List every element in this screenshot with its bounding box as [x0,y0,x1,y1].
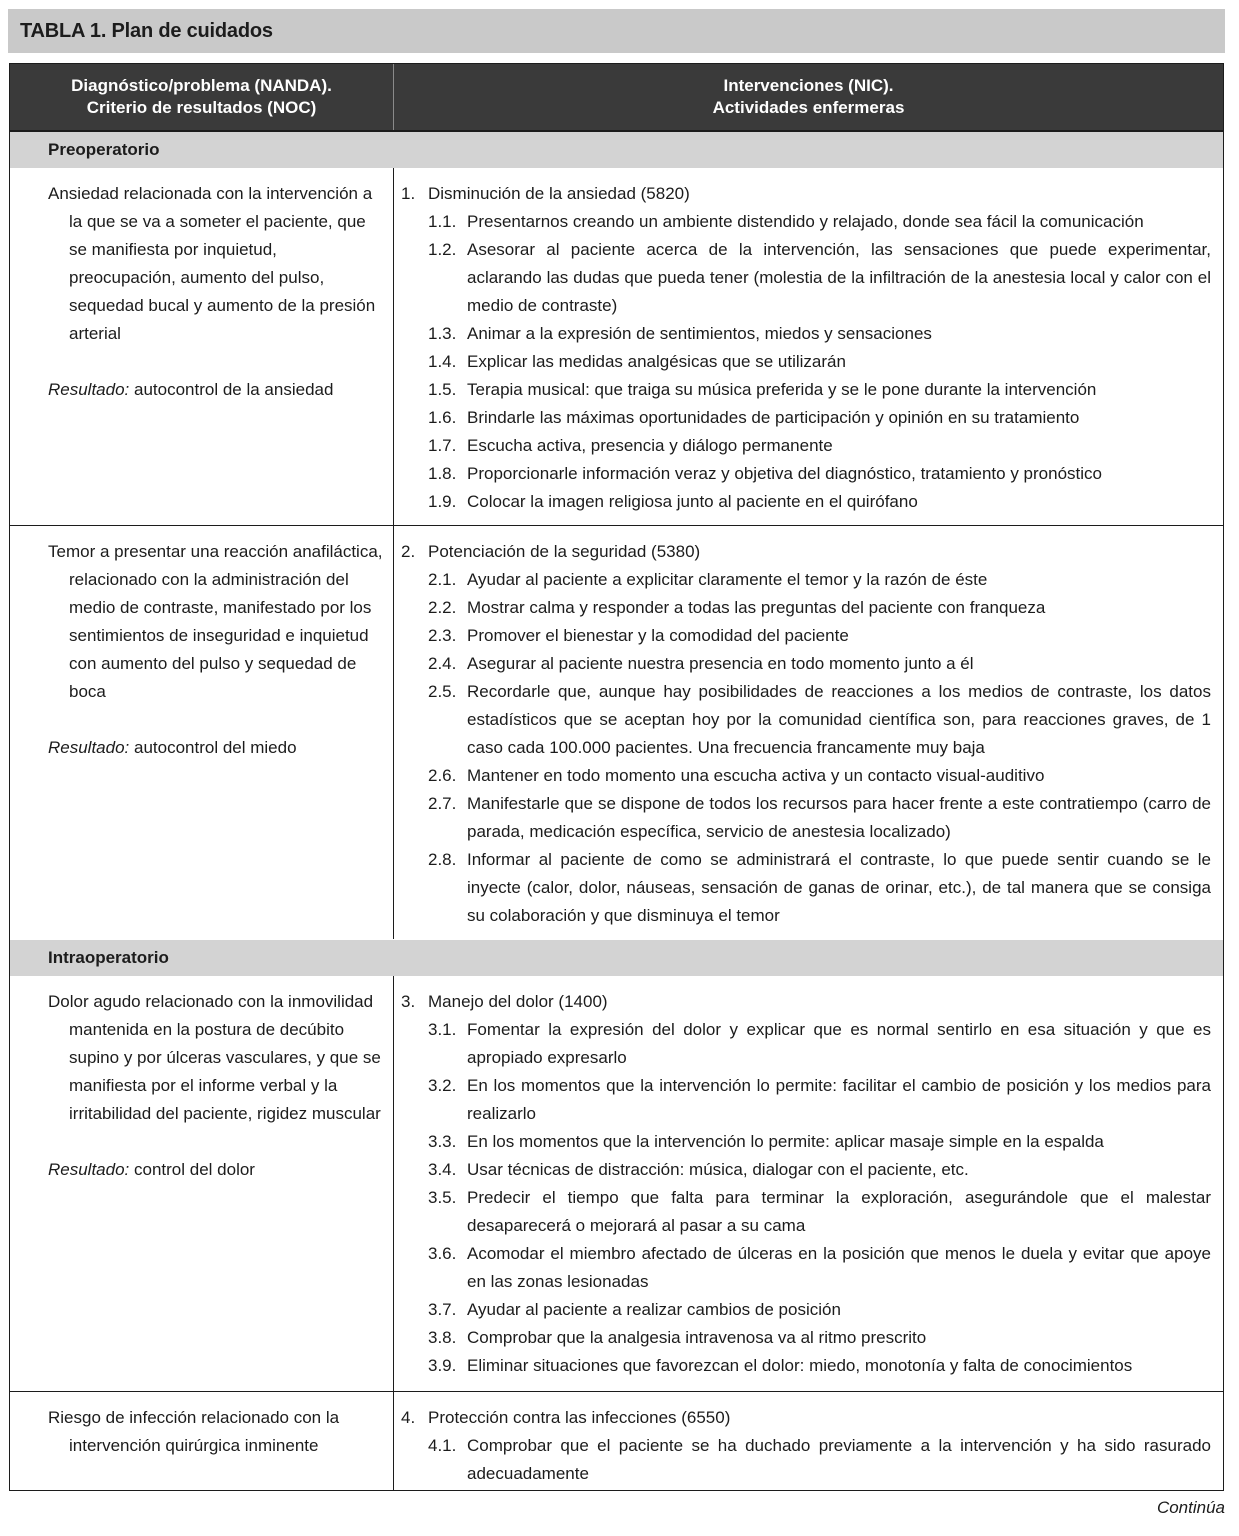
intervention-title: 4. Protección contra las infecciones (6550) [401,1408,731,1427]
table-title: TABLA 1. Plan de cuidados [8,9,1225,53]
result-label: Resultado: [48,1160,130,1179]
activity-item: 2.5. Recordarle que, aunque hay posibilidades de reacciones a los medios de contraste, los datos estadísticos que se aceptan hoy por la comunidad científica son, para reacciones graves, de 1 caso cada 100.000 pacientes. Una frecuencia francamente muy baja [428,682,1211,757]
result-line [48,734,388,762]
table-row [10,1392,1223,1490]
continues-note: Continúa [1156,1498,1225,1517]
activity-item: 3.2. En los momentos que la intervención lo permite: facilitar el cambio de posición y los medios para realizarlo [428,1076,1211,1123]
activity-item: 3.1. Fomentar la expresión del dolor y explicar que es normal sentirlo en esa situación y que es apropiado expresarlo [428,1020,1211,1067]
activity-item: 2.2. Mostrar calma y responder a todas las preguntas del paciente con franqueza [428,598,1046,617]
interventions-cell [401,180,1211,516]
activity-item: 2.3. Promover el bienestar y la comodidad del paciente [428,626,849,645]
result-line [48,376,388,404]
result-text: autocontrol de la ansiedad [129,380,334,399]
activity-item: 1.2. Asesorar al paciente acerca de la intervención, las sensaciones que puede experimentar, aclarando las dudas que pueda tener (molestia de la infiltración de la anestesia local y calor con el medio de contraste) [428,240,1211,315]
activity-item: 1.1. Presentarnos creando un ambiente distendido y relajado, donde sea fácil la comunicación [428,212,1144,231]
diagnosis-cell [48,180,388,404]
result-label: Resultado: [48,380,130,399]
activity-item: 4.1. Comprobar que el paciente se ha duchado previamente a la intervención y ha sido rasurado adecuadamente [428,1436,1211,1483]
activity-item: 1.6. Brindarle las máximas oportunidades de participación y opinión en su tratamiento [428,408,1080,427]
diagnosis-cell [48,988,388,1184]
diagnosis-text: Ansiedad relacionada con la intervención a la que se va a someter el paciente, que se manifiesta por inquietud, preocupación, aumento del pulso, sequedad bucal y aumento de la presión arterial [48,184,376,343]
table-row [10,526,1223,939]
diagnosis-text: Dolor agudo relacionado con la inmovilidad mantenida en la postura de decúbito supino y por úlceras vasculares, y que se manifiesta por el informe verbal y la irritabilidad del paciente, rigidez muscular [48,992,381,1123]
diagnosis-text: Temor a presentar una reacción anafiláctica, relacionado con la administración del medio de contraste, manifestado por los sentimientos de inseguridad e inquietud con aumento del pulso y sequedad de boca [48,542,383,701]
header-diagnosis-line1: Diagnóstico/problema (NANDA). [71,76,332,95]
result-line [48,1156,388,1184]
result-text: control del dolor [129,1160,255,1179]
intervention-title: 1. Disminución de la ansiedad (5820) [401,184,690,203]
activity-item: 2.8. Informar al paciente de como se administrará el contraste, lo que puede sentir cuando se le inyecte (calor, dolor, náuseas, sensación de ganas de orinar, etc.), de tal manera que se consiga su colaboración y que disminuya el temor [428,850,1211,925]
activity-item: 1.5. Terapia musical: que traiga su música preferida y se le pone durante la intervención [428,380,1097,399]
header-interventions-line1: Intervenciones (NIC). [723,76,894,95]
activity-item: 3.4. Usar técnicas de distracción: música, dialogar con el paciente, etc. [428,1160,969,1179]
activity-item: 1.3. Animar a la expresión de sentimientos, miedos y sensaciones [428,324,932,343]
activity-item: 1.8. Proporcionarle información veraz y objetiva del diagnóstico, tratamiento y pronóstico [428,464,1102,483]
result-label: Resultado: [48,738,130,757]
activity-item: 1.9. Colocar la imagen religiosa junto al paciente en el quirófano [428,492,918,511]
activity-item: 1.4. Explicar las medidas analgésicas que se utilizarán [428,352,846,371]
activity-item: 2.4. Asegurar al paciente nuestra presencia en todo momento junto a él [428,654,974,673]
header-diagnosis-line2: Criterio de resultados (NOC) [86,98,317,117]
interventions-cell [401,1404,1211,1488]
activity-item: 2.6. Mantener en todo momento una escucha activa y un contacto visual-auditivo [428,766,1045,785]
interventions-cell [401,538,1211,930]
intervention-title: 3. Manejo del dolor (1400) [401,992,608,1011]
activity-item: 3.5. Predecir el tiempo que falta para terminar la exploración, asegurándole que el malestar desaparecerá o mejorará al pasar a su cama [428,1188,1211,1235]
intervention-title: 2. Potenciación de la seguridad (5380) [401,542,701,561]
header-interventions [394,64,1223,130]
section-preoperatorio: Preoperatorio [10,132,1223,168]
activity-item: 3.3. En los momentos que la intervención lo permite: aplicar masaje simple en la espalda [428,1132,1104,1151]
activity-item: 1.7. Escucha activa, presencia y diálogo permanente [428,436,833,455]
section-intraoperatorio: Intraoperatorio [10,940,1223,976]
diagnosis-cell [48,1404,388,1460]
table-row [10,976,1223,1392]
diagnosis-text: Riesgo de infección relacionado con la intervención quirúrgica inminente [48,1408,340,1455]
activity-item: 3.8. Comprobar que la analgesia intravenosa va al ritmo prescrito [428,1328,927,1347]
activity-item: 3.9. Eliminar situaciones que favorezcan el dolor: miedo, monotonía y falta de conocimientos [428,1356,1133,1375]
interventions-cell [401,988,1211,1380]
table-row [10,168,1223,526]
activity-item: 3.6. Acomodar el miembro afectado de úlceras en la posición que menos le duela y evitar que apoye en las zonas lesionadas [428,1244,1211,1291]
table-header [10,64,1223,132]
header-interventions-line2: Actividades enfermeras [712,98,905,117]
care-plan-table [9,63,1224,1491]
result-text: autocontrol del miedo [129,738,297,757]
diagnosis-cell [48,538,388,762]
activity-item: 3.7. Ayudar al paciente a realizar cambios de posición [428,1300,841,1319]
activity-item: 2.7. Manifestarle que se dispone de todos los recursos para hacer frente a este contratiempo (carro de parada, medicación específica, servicio de anestesia localizado) [428,794,1211,841]
activity-item: 2.1. Ayudar al paciente a explicitar claramente el temor y la razón de éste [428,570,988,589]
header-diagnosis [10,64,393,130]
